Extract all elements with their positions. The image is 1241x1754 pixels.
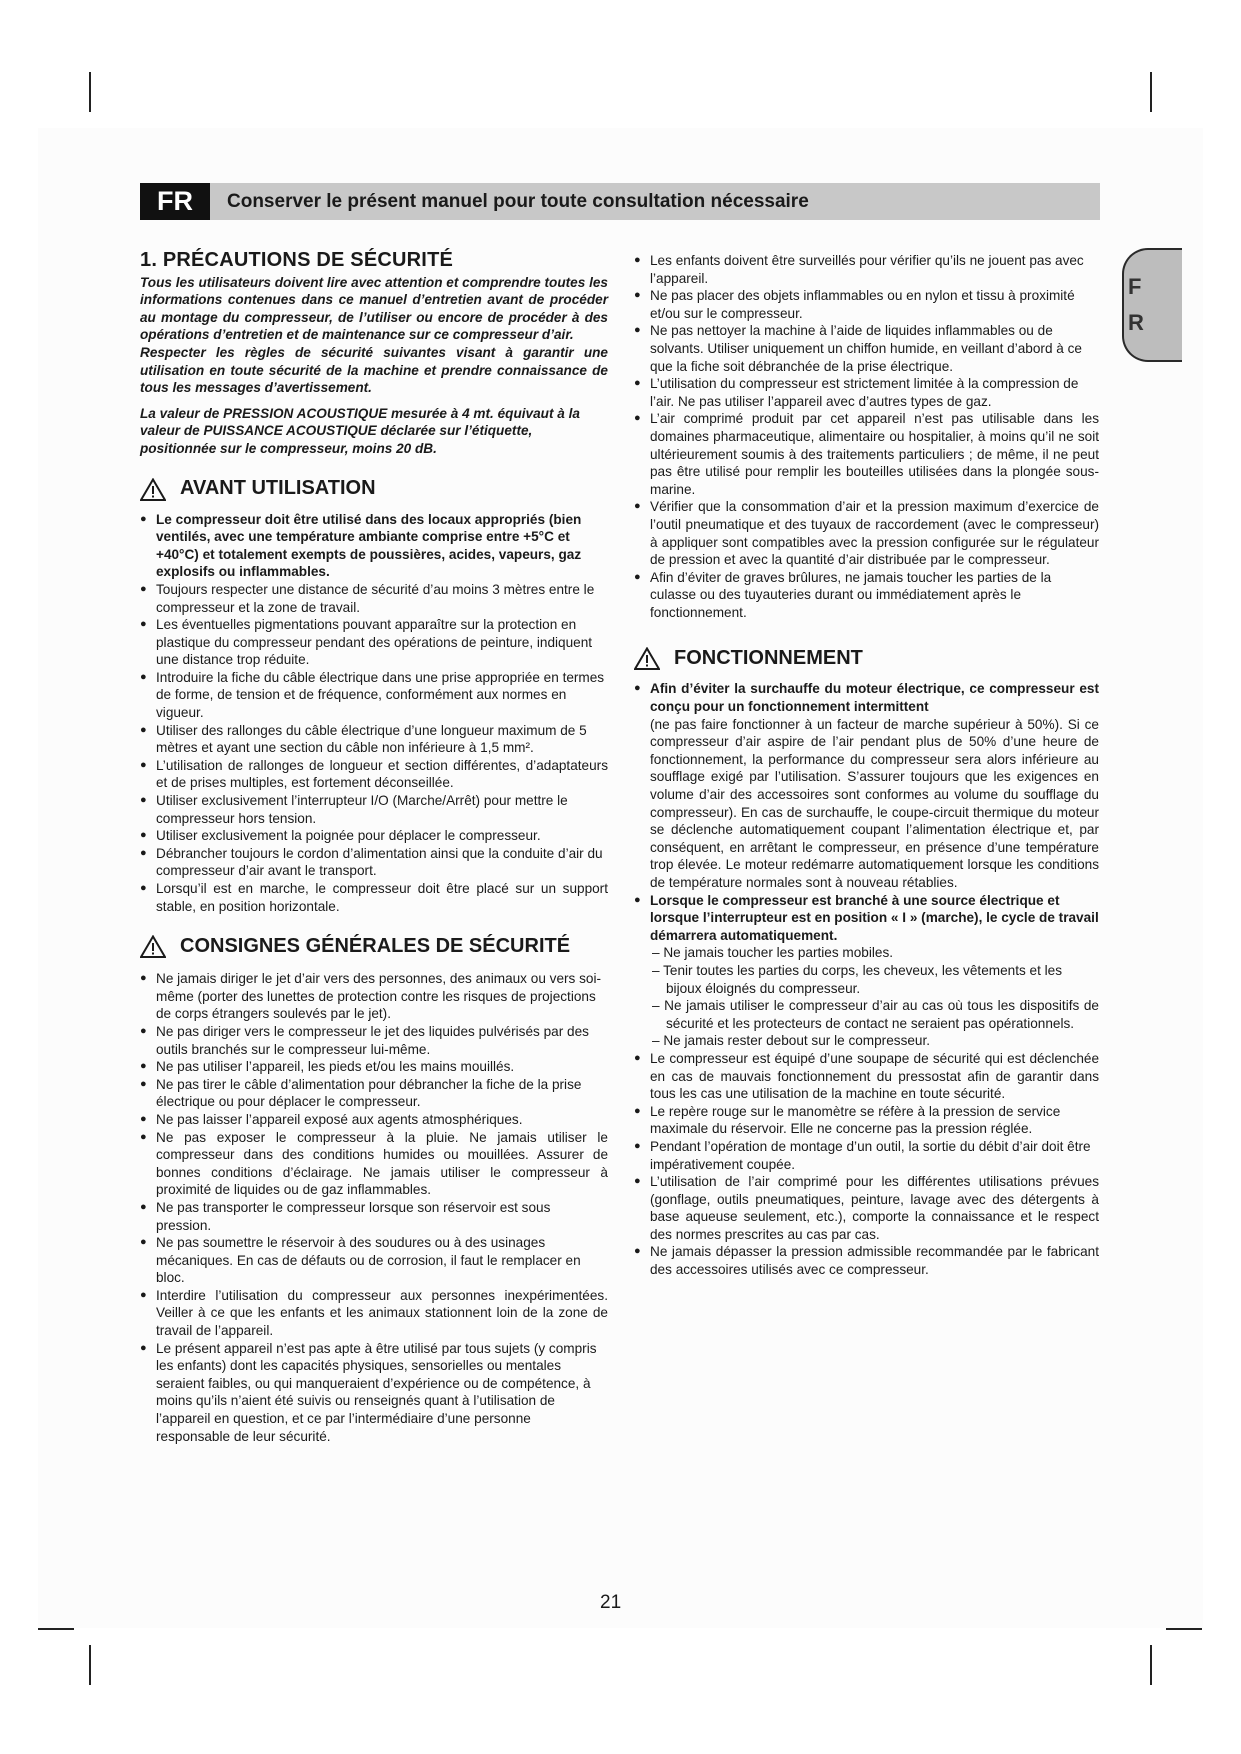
heading-avant-utilisation	[140, 478, 608, 501]
list-item: ● L’air comprimé produit par cet appareil n’est pas utilisable dans les domaines pharmaceutique, alimentaire ou hospitalier, à moins qu’il ne soit ultérieurement soumis à des traitements particuliers ; de même, il ne peut pas être utilisé pour remplir les bouteilles utilisées dans la plongée sous-marine.	[634, 410, 1099, 498]
list-item: ● L’utilisation du compresseur est strictement limitée à la compression de l’air. Ne pas utiliser l’appareil avec d’autres types de gaz.	[634, 375, 1099, 410]
list-item: ● Le compresseur doit être utilisé dans des locaux appropriés (bien ventilés, avec une température ambiante comprise entre +5°C et +40°C) et totalement exempts de poussières, acides, vapeurs, gaz explosifs ou inflammables.	[140, 511, 608, 581]
list-item: ● Utiliser des rallonges du câble électrique d’une longueur maximum de 5 mètres et ayant une section du câble non inférieure à 1,5 mm².	[140, 722, 608, 757]
dash-item: – Tenir toutes les parties du corps, les cheveux, les vêtements et les bijoux éloignés du compresseur.	[652, 962, 1063, 996]
list-item: ● Débrancher toujours le cordon d’alimentation ainsi que la conduite d’air du compresseur d’air avant le transport.	[140, 845, 608, 880]
list-item: ● Vérifier que la consommation d’air et la pression maximum d’exercice de l’outil pneumatique et des tuyaux de raccordement (avec le compresseur) à appliquer sont compatibles avec la pression configurée sur le régulateur de pression et avec la quantité d’air distribuée par le compresseur.	[634, 498, 1099, 568]
language-badge: FR	[140, 183, 210, 220]
side-tab-letter-r: R	[1128, 310, 1144, 335]
list-item: ● Introduire la fiche du câble électrique dans une prise appropriée en termes de forme, de tension et de fréquence, conformément aux normes en vigueur.	[140, 669, 608, 722]
warning-triangle-icon	[140, 478, 166, 501]
list-item: ● Les éventuelles pigmentations pouvant apparaître sur la protection en plastique du compresseur pendant des opérations de peinture, indiquent une distance trop réduite.	[140, 616, 608, 669]
fonct-item-1-text: (ne pas faire fonctionner à un facteur de marche supérieur à 50%). Si ce compresseur d’air aspire de l’air pendant plus de 50% d’une heure de fonctionnement, la performance du compresseur sera alors inférieure au soufflage exigé par l’utilisation. S’assurer toujours que les exigences en volume d’air des accessoires sont conformes au volume du soufflage du compresseur). En cas de surchauffe, le coupe-circuit thermique du moteur se déclenche automatiquement coupant l’alimentation électrique et, par conséquent, en arrêtant le compresseur, en présence d’une température trop élevée. Le moteur redémarre automatiquement lorsque les conditions de température normales sont à nouveau rétablies.	[650, 716, 1099, 890]
avant-title-text: AVANT UTILISATION	[180, 477, 376, 500]
dash-item: – Ne jamais toucher les parties mobiles.	[652, 945, 894, 961]
header-title: Conserver le présent manuel pour toute consultation nécessaire	[227, 191, 809, 212]
page-number: 21	[600, 1592, 622, 1613]
crop-mark-bl-v	[89, 1645, 91, 1685]
list-item: ● Les enfants doivent être surveillés pour vérifier qu’ils ne jouent pas avec l’appareil.	[634, 252, 1099, 287]
heading-consignes	[140, 935, 608, 958]
list-item: ● Ne pas tirer le câble d’alimentation pour débrancher la fiche de la prise électrique ou pour déplacer le compresseur.	[140, 1076, 608, 1111]
fonct-item-2-bold: ● Lorsque le compresseur est branché à une source électrique et lorsque l’interrupteur est en position « I » (marche), le cycle de travail démarrera automatiquement.	[634, 892, 1099, 945]
consignes-title-text: CONSIGNES GÉNÉRALES DE SÉCURITÉ	[180, 934, 571, 957]
section-title-precautions: 1. PRÉCAUTIONS DE SÉCURITÉ	[140, 249, 454, 271]
list-item: ● Utiliser exclusivement la poignée pour déplacer le compresseur.	[140, 827, 608, 845]
header-bar	[140, 183, 1100, 220]
fonct-item-1-bold: ● Afin d’éviter la surchauffe du moteur électrique, ce compresseur est conçu pour un fonctionnement intermittent	[634, 680, 1099, 715]
list-item: ● Ne pas utiliser l’appareil, les pieds et/ou les mains mouillés.	[140, 1058, 608, 1076]
intro-paragraph-2: Respecter les règles de sécurité suivantes visant à garantir une utilisation en toute sécurité de la machine et prendre connaissance de tous les messages d’avertissement.	[140, 344, 608, 396]
list-item: ● L’utilisation de l’air comprimé pour les différentes utilisations prévues (gonflage, outils pneumatiques, peinture, lavage avec des détergents à base aqueuse seulement, etc.), comporte la connaissance et le respect des normes prescrites au cas par cas.	[634, 1173, 1099, 1243]
language-side-tab	[1122, 248, 1182, 362]
side-tab-letter-f: F	[1128, 274, 1142, 299]
list-item: ● Utiliser exclusivement l’interrupteur I/O (Marche/Arrêt) pour mettre le compresseur hors tension.	[140, 792, 608, 827]
list-item: ● Le repère rouge sur le manomètre se réfère à la pression de service maximale du réservoir. Elle ne concerne pas la pression réglée.	[634, 1103, 1099, 1138]
list-item: ● Le compresseur est équipé d’une soupape de sécurité qui est déclenchée en cas de mauvais fonctionnement du pressostat afin de garantir dans tous les cas une utilisation de la machine en toute sécurité.	[634, 1050, 1099, 1103]
list-item: ● Ne pas placer des objets inflammables ou en nylon et tissu à proximité et/ou sur le compresseur.	[634, 287, 1099, 322]
list-item: ● Afin d’éviter de graves brûlures, ne jamais toucher les parties de la culasse ou des tuyauteries durant ou immédiatement après le fonctionnement.	[634, 569, 1099, 622]
heading-fonctionnement	[634, 647, 1099, 670]
crop-mark-br-h	[1166, 1628, 1202, 1630]
crop-mark-bl-h	[38, 1628, 74, 1630]
list-item: ● Ne jamais diriger le jet d’air vers des personnes, des animaux ou vers soi-même (porter des lunettes de protection contre les risques de projections de corps étrangers soulevés par le jet).	[140, 970, 608, 1023]
list-item: ● Le présent appareil n’est pas apte à être utilisé par tous sujets (y compris les enfants) dont les capacités physiques, sensorielles ou mentales seraient faibles, ou qui manqueraient d’expérience ou de compétence, à moins qu’ils n’aient été suivis ou renseignés quant à l’utilisation de l’appareil en question, et ce par l’intermédiaire d’une personne responsable de leur sécurité.	[140, 1340, 608, 1446]
dash-item: – Ne jamais utiliser le compresseur d’air au cas où tous les dispositifs de sécurité et les protecteurs de contact ne seraient pas opérationnels.	[652, 998, 1099, 1031]
list-item: ● Ne pas exposer le compresseur à la pluie. Ne jamais utiliser le compresseur dans des conditions humides ou mouillées. Assurer de bonnes conditions d’éclairage. Ne jamais utiliser le compresseur à proximité de liquides ou de gaz inflammables.	[140, 1129, 608, 1199]
warning-triangle-icon	[634, 647, 660, 670]
left-column	[140, 249, 608, 1445]
intro-paragraph-1: Tous les utilisateurs doivent lire avec attention et comprendre toutes les informations contenues dans ce manuel d’entretien avant de procéder au montage du compresseur, de l’utiliser ou encore de procéder à des opérations d’entretien et de maintenance sur ce compresseur d’air.	[140, 274, 608, 343]
list-item: ● L’utilisation de rallonges de longueur et section différentes, d’adaptateurs et de prises multiples, est fortement déconseillée.	[140, 757, 608, 792]
list-item: ● Ne pas transporter le compresseur lorsque son réservoir est sous pression.	[140, 1199, 608, 1234]
crop-mark-tr-v	[1150, 72, 1152, 112]
list-item: ● Ne pas nettoyer la machine à l’aide de liquides inflammables ou de solvants. Utiliser uniquement un chiffon humide, en veillant d’abord à ce que la fiche soit débranchée de la prise électrique.	[634, 322, 1099, 375]
list-item: ● Pendant l’opération de montage d’un outil, la sortie du débit d’air doit être impérativement coupée.	[634, 1138, 1099, 1173]
dash-item: – Ne jamais rester debout sur le compresseur.	[652, 1033, 931, 1049]
crop-mark-tl-v	[89, 72, 91, 112]
list-item: ● Ne jamais dépasser la pression admissible recommandée par le fabricant des accessoires utilisés avec ce compresseur.	[634, 1243, 1099, 1278]
list-item: ● Ne pas diriger vers le compresseur le jet des liquides pulvérisés par des outils branchés sur le compresseur lui-même.	[140, 1023, 608, 1058]
intro-paragraph-3: La valeur de PRESSION ACOUSTIQUE mesurée à 4 mt. équivaut à la valeur de PUISSANCE ACOUSTIQUE déclarée sur l’étiquette, positionnée sur le compresseur, moins 20 dB.	[140, 405, 580, 456]
fonctionnement-title-text: FONCTIONNEMENT	[674, 647, 863, 670]
list-item: ● Interdire l’utilisation du compresseur aux personnes inexpérimentées. Veiller à ce que les enfants et les animaux stationnent loin de la zone de travail de l’appareil.	[140, 1287, 608, 1340]
list-item: ● Ne pas laisser l’appareil exposé aux agents atmosphériques.	[140, 1111, 608, 1129]
right-column	[634, 252, 1099, 1279]
list-item: ● Toujours respecter une distance de sécurité d’au moins 3 mètres entre le compresseur et la zone de travail.	[140, 581, 608, 616]
list-item: ● Lorsqu’il est en marche, le compresseur doit être placé sur un support stable, en position horizontale.	[140, 880, 608, 915]
crop-mark-br-v	[1150, 1645, 1152, 1685]
warning-triangle-icon	[140, 935, 166, 958]
list-item: ● Ne pas soumettre le réservoir à des soudures ou à des usinages mécaniques. En cas de défauts ou de corrosion, il faut le remplacer en bloc.	[140, 1234, 608, 1287]
